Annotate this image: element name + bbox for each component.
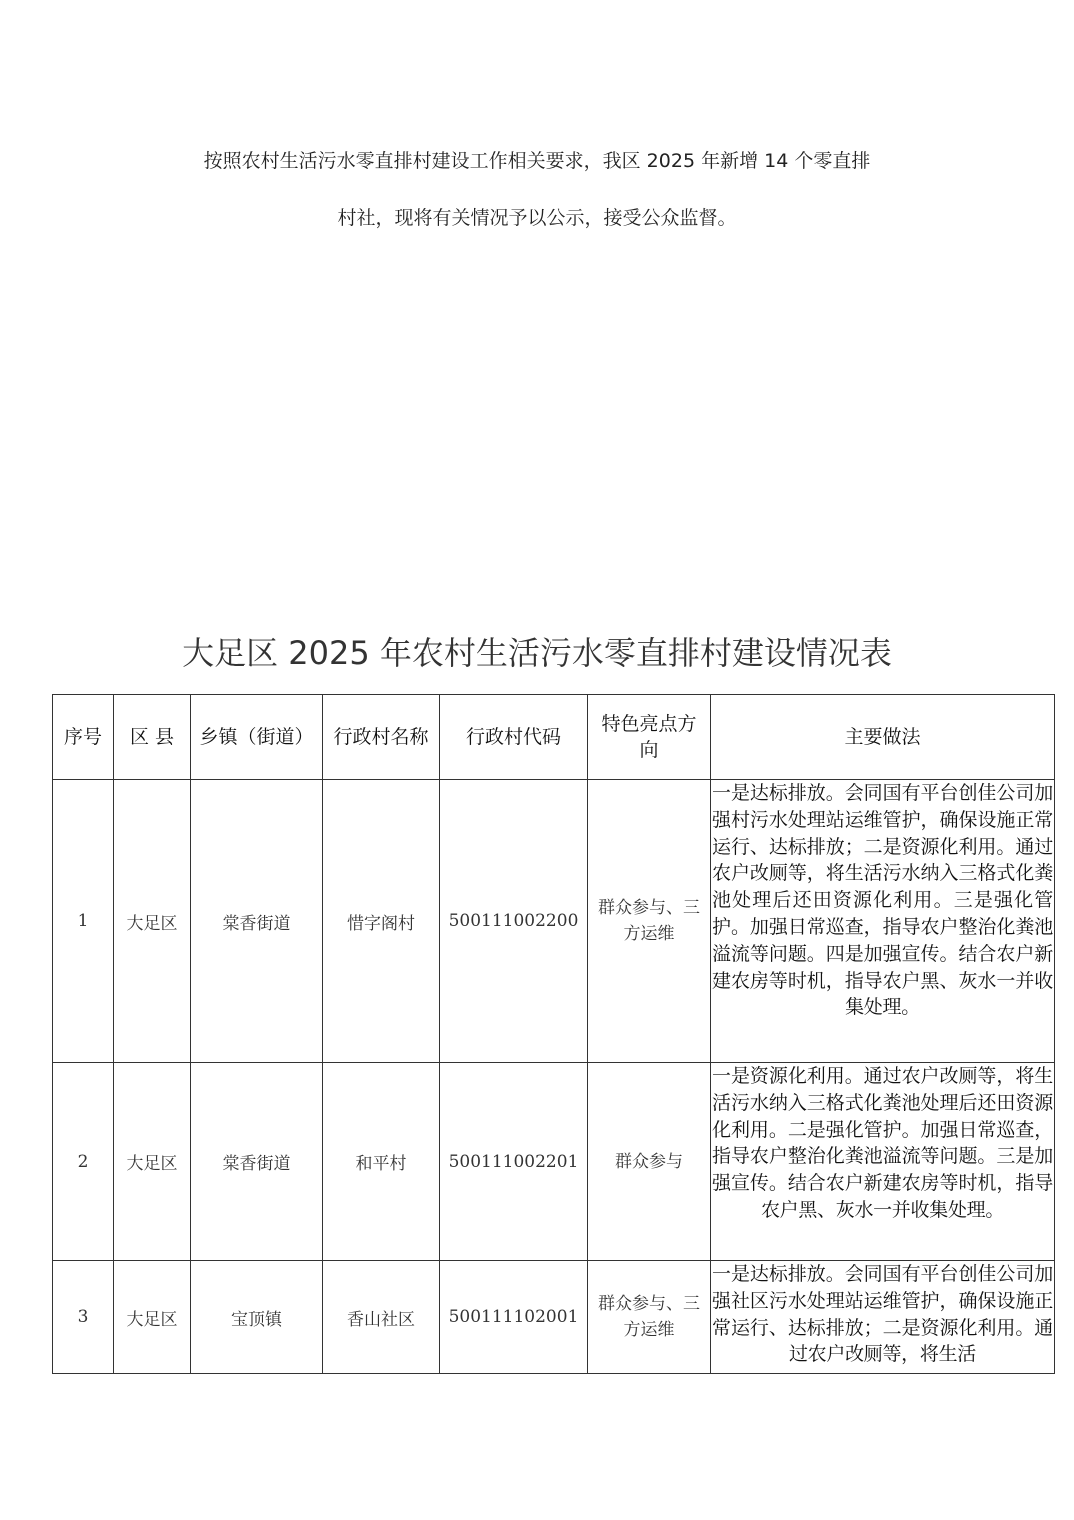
cell-method-text: 一是达标排放。会同国有平台创佳公司加强社区污水处理站运维管护，确保设施正常运行、达标排放；二是资源化利用。通过农户改厕等，将生活 — [712, 1263, 1053, 1366]
cell-feature: 群众参与、三方运维 — [588, 1261, 711, 1374]
cell-seq: 3 — [53, 1261, 114, 1374]
table-row — [53, 1063, 1055, 1261]
cell-county: 大足区 — [114, 1261, 191, 1374]
cell-village-code: 500111002200 — [440, 780, 588, 1063]
header-feature: 特色亮点方向 — [588, 695, 711, 780]
header-seq: 序号 — [53, 695, 114, 780]
table-title: 大足区 2025 年农村生活污水零直排村建设情况表 — [182, 634, 892, 672]
cell-seq: 2 — [53, 1063, 114, 1261]
intro-line-2: 村社，现将有关情况予以公示，接受公众监督。 — [337, 207, 737, 229]
table-row — [53, 1261, 1055, 1374]
table-header-row — [53, 695, 1055, 780]
cell-feature: 群众参与 — [588, 1063, 711, 1261]
intro-line-1: 按照农村生活污水零直排村建设工作相关要求，我区 2025 年新增 14 个零直排 — [203, 150, 871, 172]
cell-method: 一是达标排放。会同国有平台创佳公司加强村污水处理站运维管护，确保设施正常运行、达标排放；二是资源化利用。通过农户改厕等，将生活污水纳入三格式化粪池处理后还田资源化利用。三是强化管护。加强日常巡查，指导农户整治化粪池溢流等问题。四是加强宣传。结合农户新建农房等时机，指导农户黑、灰水一并收集处理。 — [711, 780, 1055, 1063]
header-county: 区 县 — [114, 695, 191, 780]
header-village-name: 行政村名称 — [323, 695, 440, 780]
cell-town: 棠香街道 — [191, 1063, 323, 1261]
cell-village-code: 500111002201 — [440, 1063, 588, 1261]
cell-village-name: 和平村 — [323, 1063, 440, 1261]
cell-county: 大足区 — [114, 780, 191, 1063]
cell-method — [711, 1261, 1055, 1374]
table-row — [53, 780, 1055, 1063]
cell-village-code: 500111102001 — [440, 1261, 588, 1374]
cell-town: 棠香街道 — [191, 780, 323, 1063]
header-method: 主要做法 — [711, 695, 1055, 780]
cell-village-name: 惜字阁村 — [323, 780, 440, 1063]
cell-method: 一是资源化利用。通过农户改厕等，将生活污水纳入三格式化粪池处理后还田资源化利用。二是强化管护。加强日常巡查，指导农户整治化粪池溢流等问题。三是加强宣传。结合农户新建农房等时机，指导农户黑、灰水一并收集处理。 — [711, 1063, 1055, 1261]
header-town: 乡镇（街道） — [191, 695, 323, 780]
cell-feature: 群众参与、三方运维 — [588, 780, 711, 1063]
cell-seq: 1 — [53, 780, 114, 1063]
cell-town: 宝顶镇 — [191, 1261, 323, 1374]
header-village-code: 行政村代码 — [440, 695, 588, 780]
cell-county: 大足区 — [114, 1063, 191, 1261]
construction-table — [52, 694, 1055, 1374]
cell-village-name: 香山社区 — [323, 1261, 440, 1374]
